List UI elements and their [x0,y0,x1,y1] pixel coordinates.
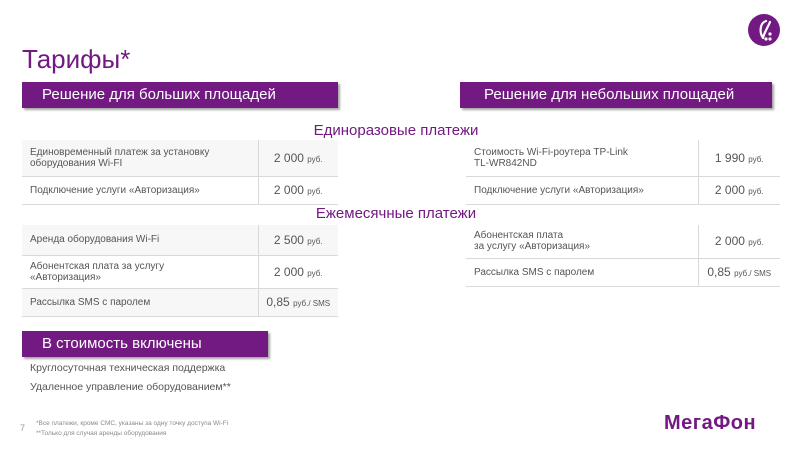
list-item: Удаленное управление оборудованием** [30,381,231,393]
list-item: Круглосуточная техническая поддержка [30,362,226,374]
row-description: Стоимость Wi-Fi-роутера TP-Link TL-WR842ND [466,140,698,176]
price-unit: руб. [748,154,764,164]
price-amount: 2 500 [273,232,304,247]
price-amount: 2 000 [273,264,304,279]
row-price [258,140,338,176]
table-row [22,288,338,316]
monthly-small-table [466,225,780,287]
price-amount: 2 000 [273,183,304,197]
row-price [258,176,338,204]
row-description: Абонентская плата за услугу «Авторизация» [22,255,258,288]
table-row [466,140,780,176]
row-price [698,176,780,204]
price-unit: руб. [307,236,323,246]
price-unit: руб. [307,187,323,196]
row-description: Подключение услуги «Авторизация» [22,176,258,204]
row-description: Абонентская плата за услугу «Авторизация» [466,225,698,258]
row-price [698,140,780,176]
row-price [258,255,338,288]
included-list [30,362,231,400]
row-description: Единовременный платеж за установку оборудования Wi-FI [22,140,258,176]
page-number: 7 [20,423,26,433]
footnote: *Все платежи, кроме СМС, указаны за одну точку доступа Wi-Fi [36,420,229,427]
price-unit: руб. [307,154,323,164]
section-monthly: Ежемесячные платежи [315,205,477,222]
megafon-logo-icon [748,14,780,46]
slide-title: Тарифы* [22,44,131,74]
banner-large-areas [22,82,338,108]
row-price [258,225,338,255]
row-description: Подключение услуги «Авторизация» [466,176,698,204]
table-row [22,176,338,204]
price-amount: 2 000 [714,234,745,249]
row-price [698,225,780,258]
price-unit: руб. [307,268,323,278]
footnotes [36,419,228,439]
price-amount: 0,85 [707,265,731,279]
one-time-large-table [22,140,338,205]
row-description: Рассылка SMS с паролем [466,258,698,286]
section-one-time: Единоразовые платежи [313,122,479,139]
table-row [466,176,780,204]
banner-included [22,331,268,357]
table-row [22,140,338,176]
price-unit: руб./ SMS [293,299,331,308]
price-amount: 2 000 [273,150,304,165]
banner-small-areas [460,82,772,108]
price-unit: руб. [748,238,764,248]
table-row [466,258,780,286]
price-unit: руб./ SMS [734,269,772,278]
one-time-small-table [466,140,780,205]
row-description: Аренда оборудования Wi-Fi [22,225,258,255]
row-price [698,258,780,286]
table-row [22,255,338,288]
price-amount: 1 990 [714,150,745,165]
monthly-large-table [22,225,338,317]
price-amount: 2 000 [714,183,745,197]
row-price [258,288,338,316]
banner-large-label: Решение для больших площадей [42,86,276,103]
banner-small-label: Решение для небольших площадей [484,86,735,103]
price-unit: руб. [748,187,764,196]
banner-included-label: В стоимость включены [42,335,202,352]
footnote: **Только для случая аренды оборудования [36,430,167,437]
row-description: Рассылка SMS с паролем [22,288,258,316]
brand-wordmark: МегаФон [664,412,757,434]
table-row [22,225,338,255]
table-row [466,225,780,258]
price-amount: 0,85 [266,295,290,309]
